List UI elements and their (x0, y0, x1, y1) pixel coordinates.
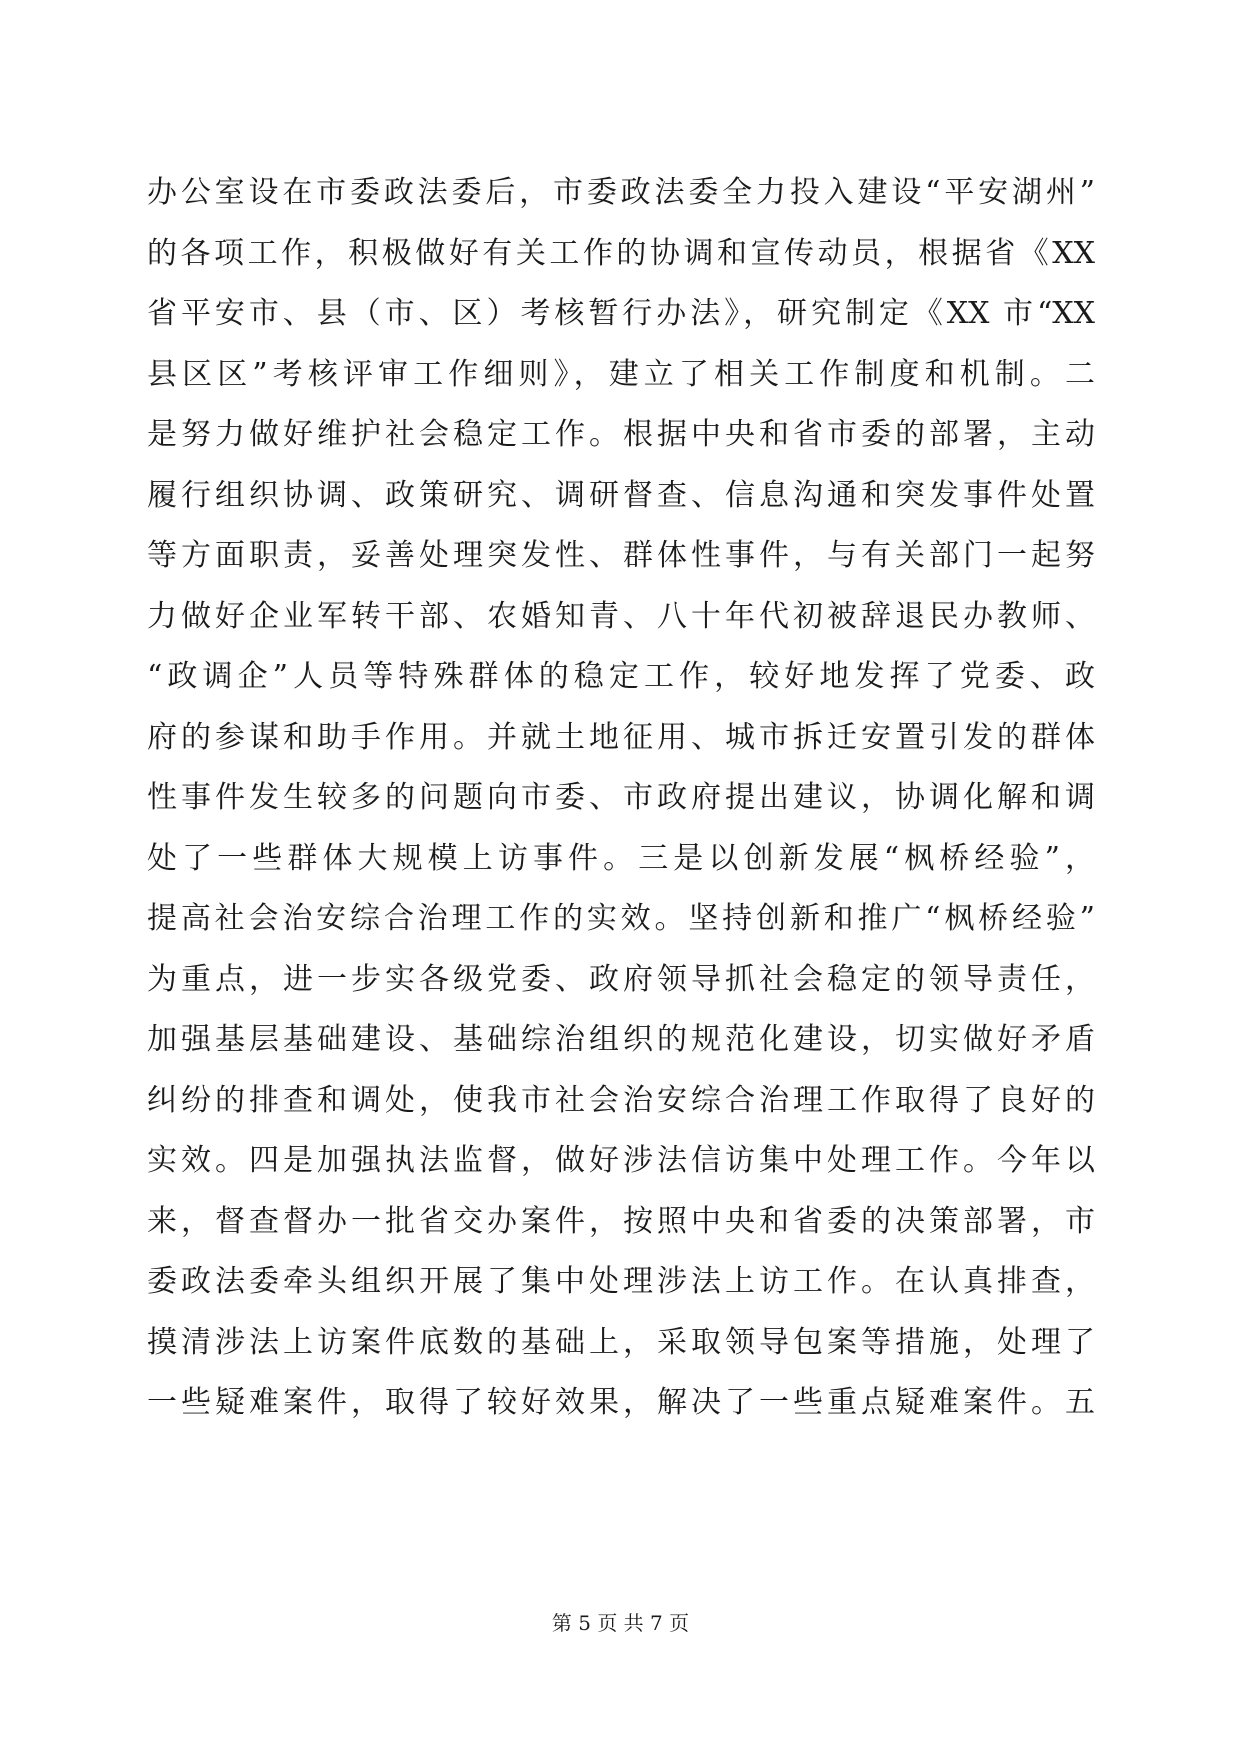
text-line: 摸清涉法上访案件底数的基础上，采取领导包案等措施，处理了 (147, 1324, 1095, 1360)
text-line: 实效。四是加强执法监督，做好涉法信访集中处理工作。今年以 (147, 1143, 1095, 1178)
text-line: 性事件发生较多的问题向市委、市政府提出建议，协调化解和调 (147, 780, 1095, 815)
page-number: 第 5 页 共 7 页 (551, 1611, 690, 1635)
text-line: 是努力做好维护社会稳定工作。根据中央和省市委的部署，主动 (147, 417, 1095, 452)
text-line: 府的参谋和助手作用。并就土地征用、城市拆迁安置引发的群体 (147, 719, 1095, 755)
text-line: 履行组织协调、政策研究、调研督查、信息沟通和突发事件处置 (147, 477, 1095, 513)
document-body (147, 163, 1095, 1434)
text-line: 办公室设在市委政法委后，市委政法委全力投入建设“平安湖州” (147, 175, 1095, 210)
text-line: 力做好企业军转干部、农婚知青、八十年代初被辞退民办教师、 (147, 598, 1095, 634)
text-line: 委政法委牵头组织开展了集中处理涉法上访工作。在认真排查， (147, 1264, 1095, 1299)
text-line: 县区区”考核评审工作细则》，建立了相关工作制度和机制。二 (147, 356, 1095, 392)
text-line: “政调企”人员等特殊群体的稳定工作，较好地发挥了党委、政 (147, 659, 1095, 694)
text-line: 的各项工作，积极做好有关工作的协调和宣传动员，根据省《XX (147, 235, 1095, 271)
text-line: 省平安市、县（市、区）考核暂行办法》，研究制定《XX 市“XX (147, 296, 1095, 331)
text-line: 为重点，进一步实各级党委、政府领导抓社会稳定的领导责任， (147, 961, 1095, 997)
text-line: 一些疑难案件，取得了较好效果，解决了一些重点疑难案件。五 (147, 1385, 1095, 1420)
text-line: 处了一些群体大规模上访事件。三是以创新发展“枫桥经验”， (147, 840, 1095, 876)
text-line: 纠纷的排查和调处，使我市社会治安综合治理工作取得了良好的 (147, 1082, 1095, 1118)
text-line: 提高社会治安综合治理工作的实效。坚持创新和推广“枫桥经验” (147, 901, 1095, 936)
text-line: 来，督查督办一批省交办案件，按照中央和省委的决策部署，市 (147, 1203, 1095, 1239)
text-line: 加强基层基础建设、基础综治组织的规范化建设，切实做好矛盾 (147, 1022, 1095, 1057)
text-line: 等方面职责，妥善处理突发性、群体性事件，与有关部门一起努 (147, 538, 1095, 573)
